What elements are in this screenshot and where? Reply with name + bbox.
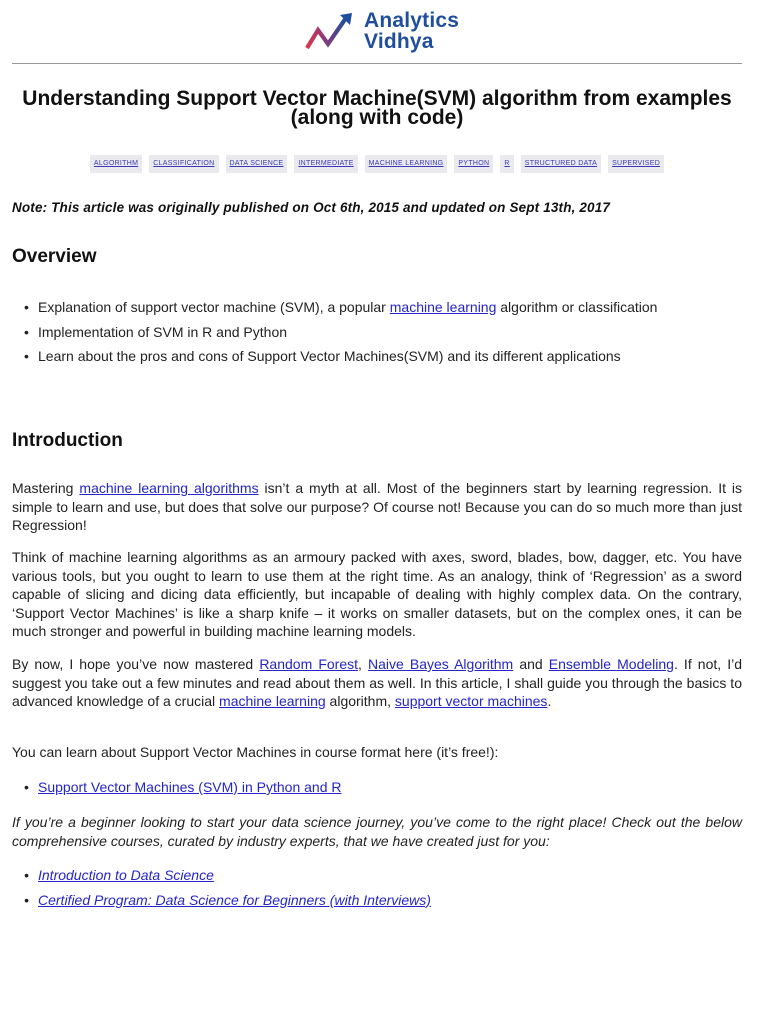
list-item: • Learn about the pros and cons of Support Vector Machines(SVM) and its different applications [24, 347, 657, 372]
paragraph-text: algorithm, [325, 693, 395, 710]
naive-bayes-link[interactable]: Naive Bayes Algorithm [367, 656, 514, 672]
analytics-vidhya-logo[interactable] [304, 10, 484, 56]
overview-list [24, 298, 657, 372]
intro-data-science-link[interactable]: Introduction to Data Science [38, 867, 214, 883]
list-item-text: Explanation of support vector machine (SVM), a popular [38, 299, 390, 315]
tag-python[interactable]: PYTHON [454, 155, 493, 173]
tag-algorithm[interactable]: ALGORITHM [90, 155, 142, 173]
list-item [24, 891, 431, 916]
logo-text [364, 10, 459, 52]
tag-data-science[interactable]: DATA SCIENCE [226, 155, 288, 173]
tag-list [12, 155, 742, 173]
paragraph-text: and [513, 656, 549, 672]
paragraph-text: . [547, 693, 552, 710]
list-item: • Implementation of SVM in R and Python [24, 323, 657, 348]
certified-program-link[interactable]: Certified Program: Data Science for Beginners (with Interviews) [38, 891, 431, 908]
tag-intermediate[interactable]: INTERMEDIATE [294, 155, 357, 173]
introduction-heading: Introduction [12, 430, 123, 451]
trend-line-icon [304, 12, 356, 52]
logo-line-2: Vidhya [364, 30, 434, 53]
paragraph-text: , [358, 656, 368, 672]
tag-classification[interactable]: CLASSIFICATION [149, 155, 218, 173]
article-title: Understanding Support Vector Machine(SVM) algorithm from examples (along with code) [22, 87, 732, 129]
machine-learning-link[interactable]: machine learning [389, 299, 497, 315]
intro-paragraph-3 [12, 655, 742, 711]
machine-learning-algorithms-link[interactable]: machine learning algorithms [79, 480, 259, 496]
list-item-text: algorithm or classification [496, 299, 658, 315]
paragraph-text: isn’t a myth at all. Most of the beginners start by learning regression. It is simple to learn and use, but does that solve our purpose? Of course not! Because you can do so much more than just Regression! [12, 480, 743, 534]
publication-note: Note: This article was originally published on Oct 6th, 2015 and updated on Sept 13th, 2017 [12, 200, 611, 215]
list-item [24, 866, 431, 891]
intro-paragraph-1 [12, 479, 742, 535]
site-header [12, 0, 742, 64]
intro-paragraph-2: Think of machine learning algorithms as an armoury packed with axes, sword, blades, bow, dagger, etc. You have various tools, but you ought to learn to use them at the right time. As an analogy, think of ‘Regression’ as a sword capable of slicing and dicing data efficiently, but incapable of dealing with highly complex data. On the contrary, ‘Support Vector Machines’ is like a sharp knife – it works on smaller datasets, but on the complex ones, it can be much stronger and powerful in building machine learning models. [12, 549, 742, 640]
overview-heading: Overview [12, 246, 97, 267]
tag-r[interactable]: R [500, 155, 513, 173]
tag-machine-learning[interactable]: MACHINE LEARNING [365, 155, 448, 173]
logo-line-1: Analytics [364, 9, 460, 32]
paragraph-text: By now, I hope you’ve now mastered [12, 656, 260, 672]
program-list [24, 866, 431, 915]
support-vector-machines-link[interactable]: support vector machines [394, 693, 548, 710]
list-item [24, 298, 657, 323]
course-list [24, 778, 341, 803]
random-forest-link[interactable]: Random Forest [259, 656, 358, 672]
tag-structured-data[interactable]: STRUCTURED DATA [521, 155, 601, 173]
machine-learning-link-2[interactable]: machine learning [219, 693, 326, 710]
paragraph-text: . If not, I’d suggest you take out a few minutes and read about them as well. In this article, I shall guide you through the basics to advanced knowledge of a crucial [12, 656, 743, 710]
list-item [24, 778, 341, 803]
intro-paragraph-5: If you’re a beginner looking to start your data science journey, you’ve come to the right place! Check out the below comprehensive courses, curated by industry experts, that we have created just for you: [12, 814, 742, 849]
ensemble-modeling-link[interactable]: Ensemble Modeling [548, 656, 674, 672]
intro-paragraph-4: You can learn about Support Vector Machines in course format here (it’s free!): [12, 744, 499, 760]
paragraph-text: Mastering [12, 480, 80, 496]
svm-course-link[interactable]: Support Vector Machines (SVM) in Python and R [38, 779, 342, 795]
tag-supervised[interactable]: SUPERVISED [608, 155, 664, 173]
